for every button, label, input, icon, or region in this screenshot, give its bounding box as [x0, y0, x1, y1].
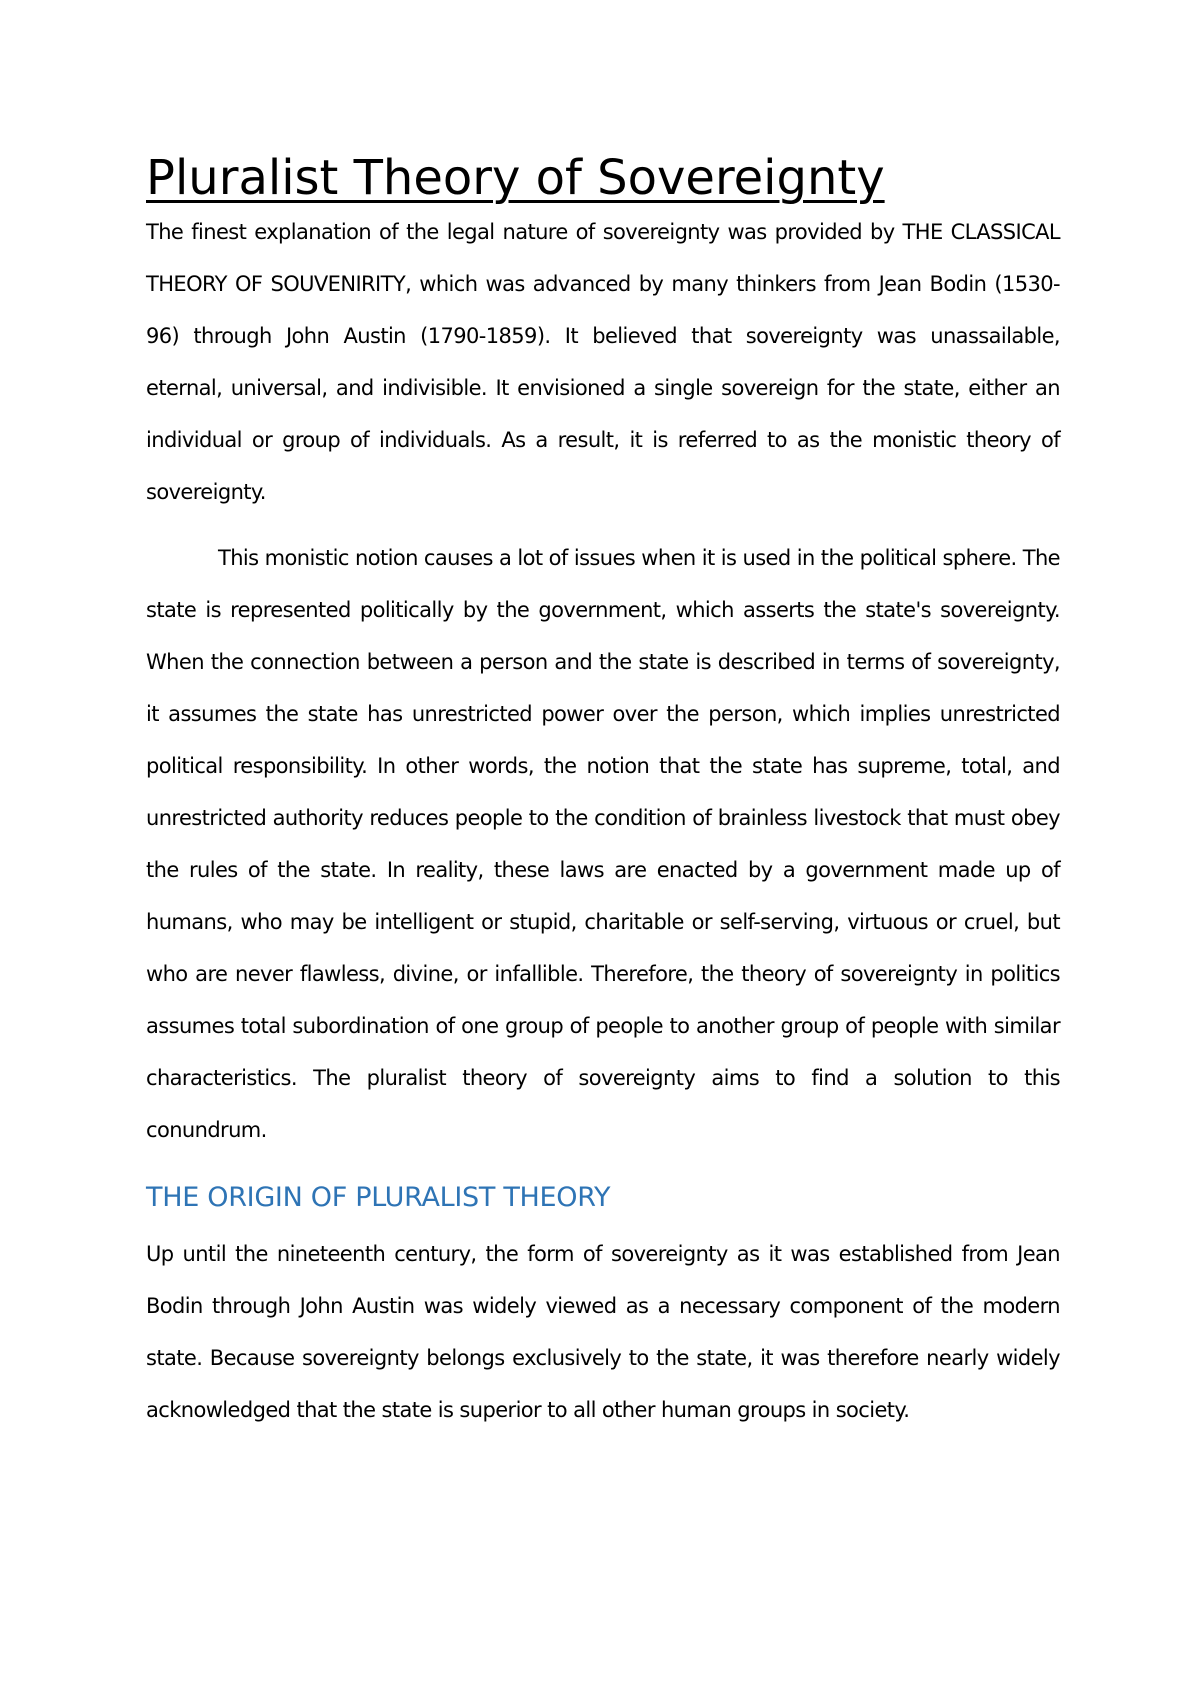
paragraph-origin: Up until the nineteenth century, the form of sovereignty as it was established from Jean Bodin through John Austin was widely viewed as a necessary component of the modern state. Because sovereignty belongs exclusively to the state, it was therefore nearly widely acknowledged that the state is superior to all other human groups in society.: [146, 1242, 1060, 1422]
section-heading-origin: THE ORIGIN OF PLURALIST THEORY: [146, 1182, 611, 1213]
document-title: Pluralist Theory of Sovereignty: [146, 150, 885, 206]
paragraph-monistic-notion: This monistic notion causes a lot of issues when it is used in the political sphere. The state is represented politically by the government, which asserts the state's sovereignty. When the connection between a person and the state is described in terms of sovereignty, it assumes the state has unrestricted power over the person, which implies unrestricted political responsibility. In other words, the notion that the state has supreme, total, and unrestricted authority reduces people to the condition of brainless livestock that must obey the rules of the state. In reality, these laws are enacted by a government made up of humans, who may be intelligent or stupid, charitable or self-serving, virtuous or cruel, but who are never flawless, divine, or infallible. Therefore, the theory of sovereignty in politics assumes total subordination of one group of people to another group of people with similar characteristics. The pluralist theory of sovereignty aims to find a solution to this conundrum.: [146, 546, 1060, 1142]
document-page: [146, 148, 1060, 1436]
paragraph-classical-theory: The finest explanation of the legal nature of sovereignty was provided by THE CLASSICAL THEORY OF SOUVENIRITY, which was advanced by many thinkers from Jean Bodin (1530-96) through John Austin (1790-1859). It believed that sovereignty was unassailable, eternal, universal, and indivisible. It envisioned a single sovereign for the state, either an individual or group of individuals. As a result, it is referred to as the monistic theory of sovereignty.: [146, 220, 1060, 504]
